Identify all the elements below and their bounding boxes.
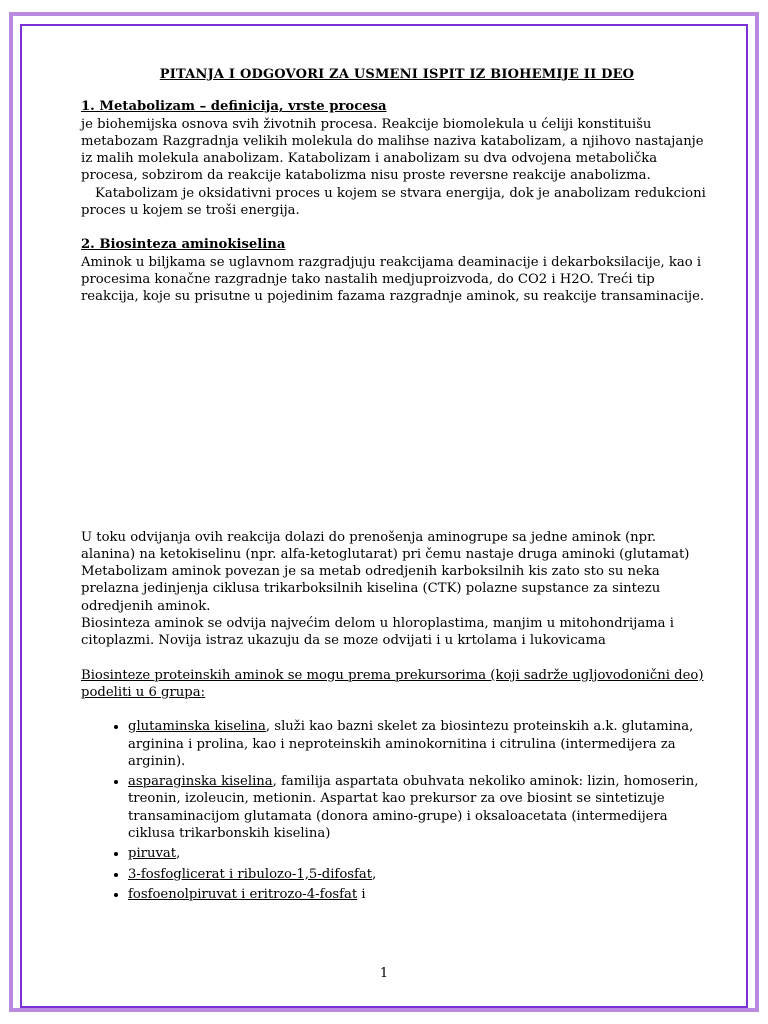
precursor-groups-list — [81, 718, 713, 903]
list-item-text: , služi kao bazni skelet za biosintezu proteinskih a.k. glutamina, arginina i prolina, kao i neproteinskih aminokornitina i citrulina (intermedijera za arginin). — [128, 719, 694, 769]
list-item-text: , — [176, 846, 181, 862]
list-item — [128, 866, 713, 883]
list-item-text: , familija aspartata obuhvata nekoliko aminok: lizin, homoserin, treonin, izoleucin, metionin. Aspartat kao prekursor za ove biosint se sintetizuje transaminacijom glutamata (donora amino-grupe) i oksaloacetata (intermedijera ciklusa trikarbonskih kiselina) — [128, 774, 699, 842]
section-2-paragraph-1: Aminok u biljkama se uglavnom razgradjuju reakcijama deaminacije i dekarboksilacije, kao i procesima konačne razgradnje tako nastalih medjuproizvoda, do CO2 i H2O. Treći tip reakcija, koje su prisutne u pojedinim fazama razgradnje aminok, su reakcije transaminacije. — [81, 254, 705, 305]
blank-figure-area — [81, 306, 713, 529]
section-1-paragraph-2: Katabolizam je oksidativni proces u kojem se stvara energija, dok je anabolizam redukcioni proces u kojem se troši energija. — [81, 185, 706, 219]
list-item — [128, 773, 713, 842]
section-2-paragraph-3: Biosinteza aminok se odvija najvećim delom u hloroplastima, manjim u mitohondrijama i citoplazmi. Novija istraz ukazuju da se moze odvijati i u krtolama i lukovicama — [81, 616, 674, 649]
section-2-paragraph-2: U toku odvijanja ovih reakcija dolazi do prenošenja aminogrupe sa jedne aminok (npr. alanina) na ketokiselinu (npr. alfa-ketoglutarat) pri čemu nastaje druga aminoki (glutamat) Metabolizam aminok povezan je sa metab odredjenih karboksilnih kis zato sto su neka prelazna jedinjenja ciklusa trikarboksilnih kiselina (CTK) polazne supstance za sintezu odredjenih aminok. — [81, 529, 690, 614]
list-item-text: , — [372, 866, 377, 882]
document-title: PITANJA I ODGOVORI ZA USMENI ISPIT IZ BIOHEMIJE II DEO — [159, 67, 635, 82]
section-1-paragraph-1: je biohemijska osnova svih životnih procesa. Reakcije biomolekula u ćeliji konstituišu metabozam Razgradnja velikih molekula do malihse naziva katabolizam, a njihovo nastajanje iz malih molekula anabolizam. Katabolizam i anabolizam su dva odvojena metabolička procesa, sobzirom da reakcije katabolizma nisu proste reversne reakcije anabolizma. — [81, 116, 704, 184]
list-item-term: asparaginska kiselina — [128, 774, 273, 790]
section-1-heading: 1. Metabolizam – definicija, vrste procesa — [81, 99, 387, 115]
list-item — [128, 886, 713, 903]
list-item-text: i — [357, 886, 366, 902]
section-2-heading: 2. Biosinteza aminokiselina — [81, 237, 286, 253]
page-number: 1 — [379, 966, 389, 981]
list-item-term: fosfoenolpiruvat i eritrozo-4-fosfat — [128, 886, 358, 902]
list-item — [128, 718, 713, 770]
document-body — [81, 66, 713, 906]
list-item — [128, 845, 713, 862]
list-item-term: piruvat — [128, 846, 177, 862]
groups-heading: Biosinteze proteinskih aminok se mogu prema prekursorima (koji sadrže ugljovodonični deo) podeliti u 6 grupa: — [81, 667, 704, 700]
list-item-term: glutaminska kiselina — [128, 719, 266, 735]
list-item-term: 3-fosfoglicerat i ribulozo-1,5-difosfat — [128, 866, 373, 882]
